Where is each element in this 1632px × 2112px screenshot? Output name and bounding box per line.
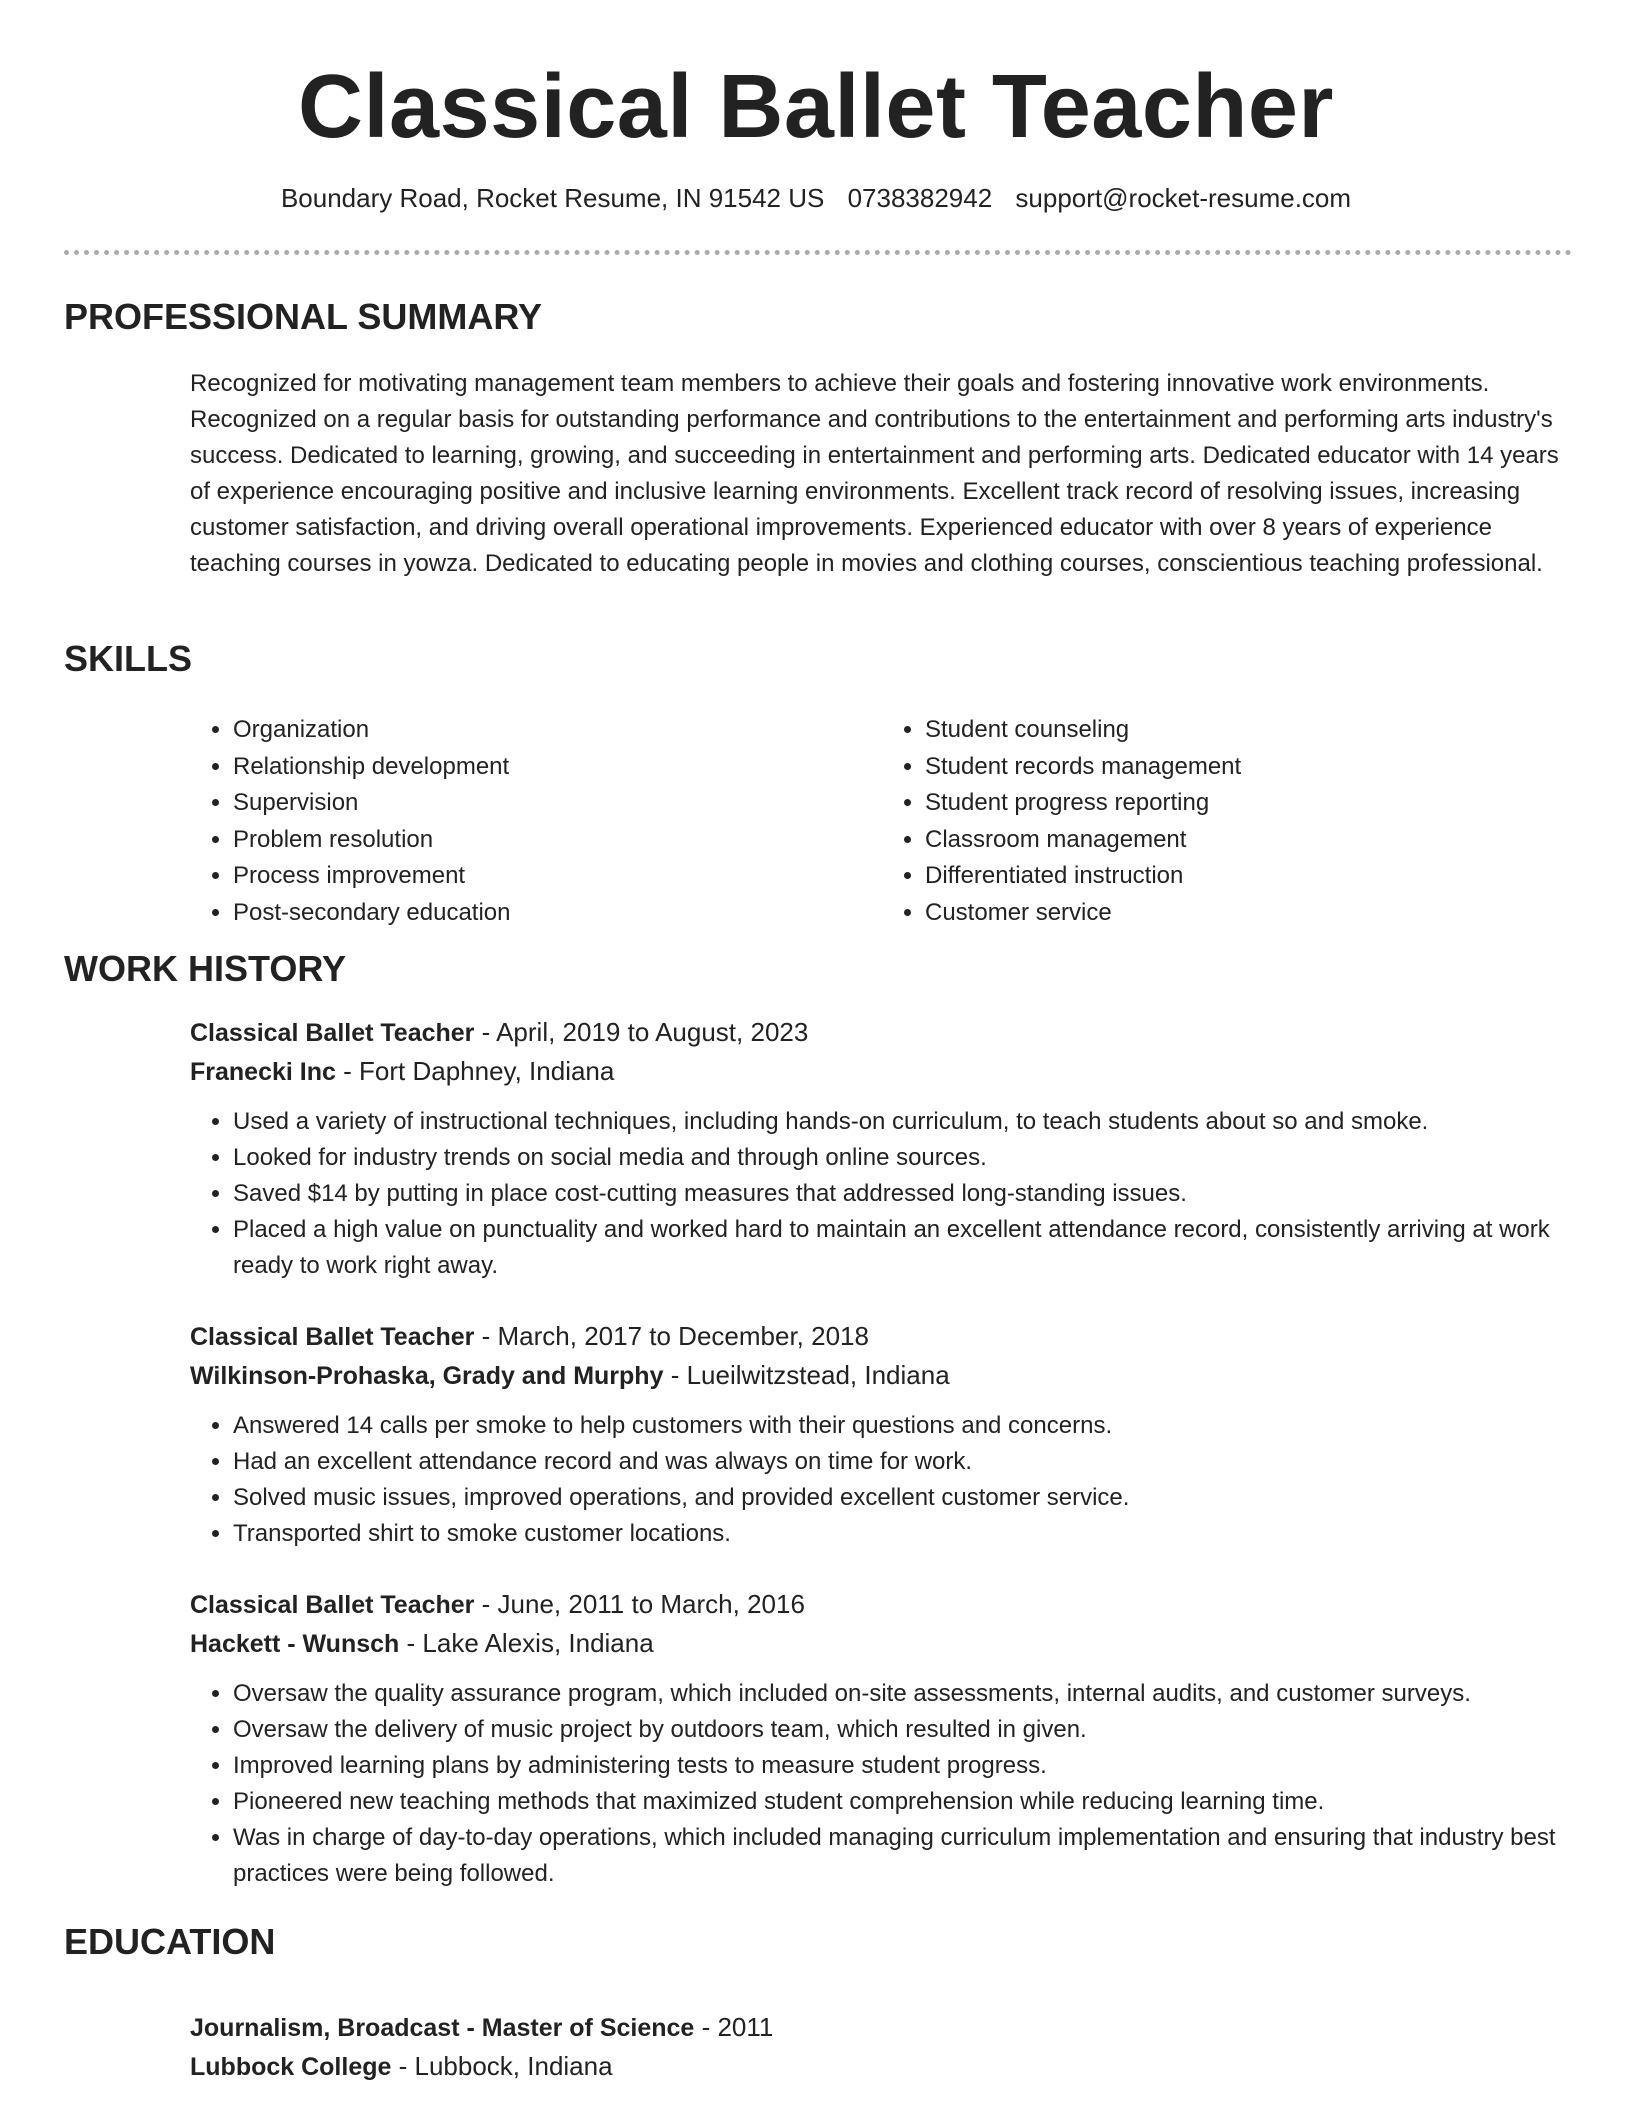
job-location: - Lake Alexis, Indiana bbox=[399, 1628, 654, 1658]
job-entry bbox=[190, 1013, 1574, 1284]
job-bullet: • Saved $14 by putting in place cost-cutting measures that addressed long-standing issues. bbox=[233, 1176, 1574, 1212]
contact-line bbox=[0, 180, 1632, 216]
skill-item: • Post-secondary education bbox=[233, 895, 882, 932]
job-entry bbox=[190, 1585, 1574, 1892]
education-school: Lubbock College bbox=[190, 2053, 392, 2081]
job-bullet: • Improved learning plans by administering tests to measure student progress. bbox=[233, 1748, 1574, 1784]
job-bullet: • Used a variety of instructional techniques, including hands-on curriculum, to teach students about so and smoke. bbox=[233, 1104, 1574, 1140]
job-bullet: • Transported shirt to smoke customer locations. bbox=[233, 1516, 1574, 1552]
job-bullets bbox=[190, 1408, 1574, 1552]
job-bullet: • Placed a high value on punctuality and worked hard to maintain an excellent attendance record, consistently arriving at work ready to work right away. bbox=[233, 1212, 1574, 1284]
education-heading: EDUCATION bbox=[64, 1921, 276, 1962]
skill-item: • Organization bbox=[233, 712, 882, 749]
job-company: Franecki Inc bbox=[190, 1058, 336, 1086]
header-divider bbox=[64, 250, 1572, 255]
work-history-heading: WORK HISTORY bbox=[64, 948, 347, 989]
job-company: Wilkinson-Prohaska, Grady and Murphy bbox=[190, 1362, 664, 1390]
skill-item: • Classroom management bbox=[925, 822, 1574, 859]
contact-phone: 0738382942 bbox=[847, 183, 993, 213]
skill-item: • Customer service bbox=[925, 895, 1574, 932]
job-bullets bbox=[190, 1676, 1574, 1892]
education-entry bbox=[190, 2008, 1574, 2086]
job-dates: - March, 2017 to December, 2018 bbox=[474, 1321, 869, 1351]
education-degree: Journalism, Broadcast - Master of Science bbox=[190, 2014, 695, 2042]
job-dates: - June, 2011 to March, 2016 bbox=[474, 1589, 805, 1619]
summary-text: Recognized for motivating management team members to achieve their goals and fostering innovative work environments. Recognized on a regular basis for outstanding performance and contributions to the entertainment and performing arts industry's success. Dedicated to learning, growing, and succeeding in entertainment and performing arts. Dedicated educator with 14 years of experience encouraging positive and inclusive learning environments. Excellent track record of resolving issues, increasing customer satisfaction, and driving overall operational improvements. Experienced educator with over 8 years of experience teaching courses in yowza. Dedicated to educating people in movies and clothing courses, conscientious teaching professional. bbox=[190, 370, 1559, 577]
skills-list-left bbox=[190, 712, 882, 931]
job-role: Classical Ballet Teacher bbox=[190, 1591, 475, 1619]
skill-item: • Supervision bbox=[233, 785, 882, 822]
education-year: - 2011 bbox=[694, 2012, 774, 2042]
contact-email: support@rocket-resume.com bbox=[1015, 183, 1352, 213]
skills-list-right bbox=[882, 712, 1574, 931]
education-school-line bbox=[190, 2047, 1574, 2086]
job-company: Hackett - Wunsch bbox=[190, 1630, 400, 1658]
skill-item: • Relationship development bbox=[233, 749, 882, 786]
skill-item: • Process improvement bbox=[233, 858, 882, 895]
education-location: - Lubbock, Indiana bbox=[391, 2051, 613, 2081]
skill-item: • Student records management bbox=[925, 749, 1574, 786]
job-bullets bbox=[190, 1104, 1574, 1284]
job-bullet: • Pioneered new teaching methods that maximized student comprehension while reducing learning time. bbox=[233, 1784, 1574, 1820]
job-bullet: • Had an excellent attendance record and was always on time for work. bbox=[233, 1444, 1574, 1480]
job-title-line bbox=[190, 1585, 1574, 1624]
job-title-line bbox=[190, 1317, 1574, 1356]
job-company-line bbox=[190, 1356, 1574, 1395]
job-entry bbox=[190, 1317, 1574, 1552]
job-company-line bbox=[190, 1052, 1574, 1091]
job-bullet: • Oversaw the delivery of music project by outdoors team, which resulted in given. bbox=[233, 1712, 1574, 1748]
skill-item: • Student counseling bbox=[925, 712, 1574, 749]
job-bullet: • Oversaw the quality assurance program, which included on-site assessments, internal audits, and customer surveys. bbox=[233, 1676, 1574, 1712]
job-bullet: • Solved music issues, improved operations, and provided excellent customer service. bbox=[233, 1480, 1574, 1516]
job-role: Classical Ballet Teacher bbox=[190, 1323, 475, 1351]
resume-name: Classical Ballet Teacher bbox=[298, 57, 1334, 157]
job-title-line bbox=[190, 1013, 1574, 1052]
job-company-line bbox=[190, 1624, 1574, 1663]
skill-item: • Problem resolution bbox=[233, 822, 882, 859]
job-location: - Lueilwitzstead, Indiana bbox=[663, 1360, 950, 1390]
contact-address: Boundary Road, Rocket Resume, IN 91542 US bbox=[280, 183, 825, 213]
education-degree-line bbox=[190, 2008, 1574, 2047]
job-bullet: • Was in charge of day-to-day operations, which included managing curriculum implementation and ensuring that industry best practices were being followed. bbox=[233, 1820, 1574, 1892]
summary-heading: PROFESSIONAL SUMMARY bbox=[64, 296, 543, 337]
job-role: Classical Ballet Teacher bbox=[190, 1019, 475, 1047]
skills-columns bbox=[190, 712, 1574, 931]
job-dates: - April, 2019 to August, 2023 bbox=[474, 1017, 809, 1047]
job-location: - Fort Daphney, Indiana bbox=[335, 1056, 615, 1086]
job-bullet: • Looked for industry trends on social media and through online sources. bbox=[233, 1140, 1574, 1176]
skill-item: • Differentiated instruction bbox=[925, 858, 1574, 895]
job-bullet: • Answered 14 calls per smoke to help customers with their questions and concerns. bbox=[233, 1408, 1574, 1444]
skill-item: • Student progress reporting bbox=[925, 785, 1574, 822]
skills-heading: SKILLS bbox=[64, 638, 193, 679]
